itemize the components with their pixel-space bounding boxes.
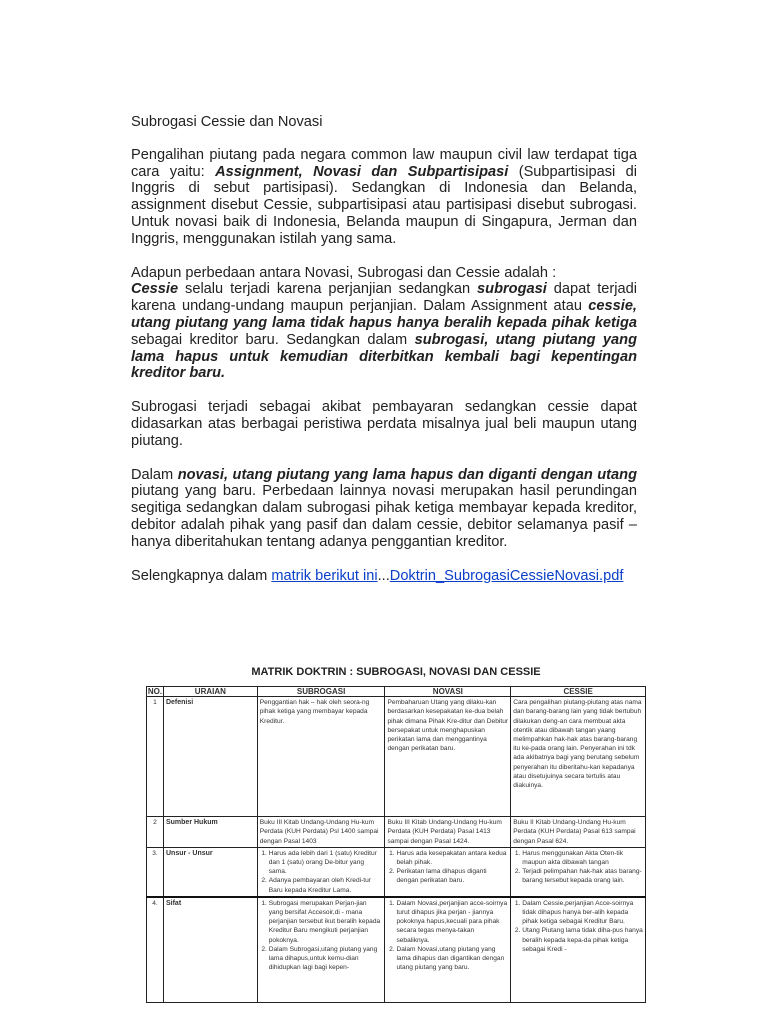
paragraph-5-text: Selengkapnya dalam	[131, 567, 272, 584]
column-header: NO.	[147, 687, 163, 696]
table-cell	[511, 897, 646, 1003]
paragraph-2	[131, 265, 637, 383]
emphasis-text: subrogasi, utang piutang yang lama hapus untuk kemudian diterbitkan kembali bagi kepentingan kreditor baru.	[131, 331, 637, 382]
body-text: Subrogasi terjadi sebagai akibat pembayaran sedangkan cessie dapat didasarkan atas berbagai peristiwa perdata misalnya jual beli maupun utang piutang.	[131, 399, 637, 449]
matrix-table	[146, 686, 646, 1003]
ellipsis: ...	[377, 567, 390, 584]
emphasis-text: Cessie	[131, 281, 179, 298]
body-text: Pengalihan piutang pada negara common law maupun civil law terdapat tiga cara yaitu:	[131, 146, 637, 180]
table-cell	[385, 897, 511, 1003]
list-item: 1. Dalam Cessie,perjanjian Acce-soirnya tidak dihapus hanya ber-alih kepada pihak ketiga sebagai Kreditur Baru.	[522, 899, 643, 927]
list-item: 2. Adanya pembayaran oleh Kredi-tur Baru kepada Kreditur Lama.	[269, 876, 383, 894]
table-cell: Buku III Kitab Undang-Undang Hu-kum Perdata (KUH Perdata) Psl 1400 sampai dengan Pasal 1403	[257, 817, 385, 848]
table-cell	[385, 847, 511, 897]
document-body	[131, 114, 637, 601]
table-cell: Buku II Kitab Undang-Undang Hu-kum Perdata (KUH Perdata) Pasal 613 sampai dengan Pasal 624.	[511, 817, 646, 848]
column-header: URAIAN	[163, 687, 257, 697]
list-item: 1. Harus ada lebih dari 1 (satu) Kreditur dan 1 (satu) orang De-bitur yang sama.	[269, 849, 383, 877]
column-header: CESSIE	[511, 687, 646, 697]
matrix-link[interactable]: matrik berikut ini	[271, 567, 378, 584]
list-item: 1. Harus menggunakan Akta Oten-tik maupun akta dibawah tangan	[522, 849, 643, 867]
matrix-title: MATRIK DOKTRIN : SUBROGASI, NOVASI DAN CESSIE	[251, 666, 541, 678]
paragraph-3	[131, 399, 637, 449]
row-label: Defenisi	[163, 697, 257, 817]
body-text: Dalam	[131, 466, 178, 483]
row-number: 1	[147, 697, 164, 817]
table-row	[147, 697, 646, 817]
row-number: 2	[147, 817, 164, 848]
list-item: 2. Utang Piutang lama tidak diha-pus hanya beralih kepada kepa-da pihak ketiga sebagai Kredi -	[522, 926, 643, 954]
paragraph-2-intro: Adapun perbedaan antara Novasi, Subrogasi dan Cessie adalah :	[131, 264, 557, 281]
table-row	[147, 817, 646, 848]
emphasis-text: novasi, utang piutang yang lama hapus dan diganti dengan utang	[177, 466, 637, 483]
table-row	[147, 897, 646, 1003]
paragraph-4	[131, 467, 637, 551]
table-cell: Cara pengalihan piutang-piutang atas nama dan barang-barang lain yang tidak bertubuh dilakukan deng-an cara membuat akta otentik atau dibawah tangan yaang melimpahkan hak-hak atas barang-barang itu ke-pada orang lain. Penyerahan ini tdk ada akibatnya bagi yang berutang sebelum penyerahan itu diberitahu-kan kepadanya atau disetujuinya secara tertulis atau diakuinya.	[511, 697, 646, 817]
column-header: NOVASI	[385, 687, 511, 697]
list-item: 2. Dalam Novasi,utang piutang yang lama dihapus dan digantikan dengan utang piutang yang baru.	[396, 945, 508, 973]
row-label: Sumber Hukum	[163, 817, 257, 848]
table-cell: Buku III Kitab Undang-Undang Hu-kum Perdata (KUH Perdata) Pasal 1413 sampai dengan Pasal 1424.	[385, 817, 511, 848]
body-text: (Subpartisipasi di Inggris di sebut partisipasi). Sedangkan di Indonesia dan Belanda, assignment disebut Cessie, subpartisipasi atau partisipasi disebut subrogasi. Untuk novasi baik di Indonesia, Belanda maupun di Singapura, Jerman dan Inggris, menggunakan istilah yang sama.	[131, 163, 638, 247]
table-cell: Pembaharuan Utang yang dilaku-kan berdasarkan kesepakatan ke-dua belah pihak dimana Pihak Kre-ditur dan Debitur bersepakat untuk menghapuskan perikatan lama dan menggantinya dengan perikatan baru.	[385, 697, 511, 817]
list-item: 2. Perikatan lama dihapus diganti dengan perikatan baru.	[396, 867, 508, 885]
table-row	[147, 847, 646, 897]
list-item: 2. Dalam Subrogasi,utang piutang yang lama dihapus,untuk kemu-dian dihidupkan lagi bagi kepen-	[269, 945, 383, 973]
table-cell	[511, 847, 646, 897]
emphasis-text: subrogasi	[477, 281, 547, 298]
list-item: 1. Dalam Novasi,perjanjian acce-soirnya turut dihapus jika perjan - jiannya pokoknya hapus,kecuali para pihak secara tegas menya-takan sebaliknya.	[396, 899, 508, 945]
body-text: sebagai kreditor baru. Sedangkan dalam	[131, 331, 415, 348]
table-cell	[257, 847, 385, 897]
emphasis-text: Assignment, Novasi dan Subpartisipasi	[215, 163, 509, 180]
document-title: Subrogasi Cessie dan Novasi	[131, 114, 323, 130]
table-cell: Penggantian hak – hak oleh seora-ng pihak ketiga yang membayar kepada Kreditur.	[257, 697, 385, 817]
body-text: dapat terjadi karena undang-undang maupun perjanjian. Dalam Assignment atau	[131, 281, 637, 315]
row-label: Unsur - Unsur	[163, 847, 257, 897]
row-number: 3.	[147, 847, 164, 897]
table-header-row	[147, 687, 646, 697]
row-label: Sifat	[163, 897, 257, 1003]
row-number: 4.	[147, 897, 164, 1003]
table-cell	[257, 897, 385, 1003]
paragraph-2-body	[131, 281, 637, 382]
pdf-link[interactable]: Doktrin_SubrogasiCessieNovasi.pdf	[389, 567, 624, 584]
paragraph-5	[131, 568, 637, 585]
column-header: SUBROGASI	[257, 687, 385, 697]
emphasis-text: cessie, utang piutang yang lama tidak hapus hanya beralih kepada pihak ketiga	[131, 298, 637, 331]
paragraph-1	[131, 147, 637, 248]
body-text: piutang yang baru. Perbedaan lainnya novasi merupakan hasil perundingan segitiga sedangkan dalam subrogasi pihak ketiga membayar kepada kreditor, debitor adalah pihak yang pasif dan dalam cessie, debitor selamanya pasif – hanya diberitahukan tentang adanya penggantian kreditor.	[131, 483, 637, 550]
list-item: 1. Harus ada kesepakatan antara kedua belah pihak.	[396, 849, 508, 867]
list-item: 2. Terjadi pelimpahan hak-hak atas barang-barang tersebut kepada orang lain.	[522, 867, 643, 885]
list-item: 1. Subrogasi merupakan Perjan-jian yang bersifat Accesoir,di - mana perjanjian tersebut ikut beralih kepada Kreditur Baru mengikuti perjanjian pokoknya.	[269, 899, 383, 945]
body-text: selalu terjadi karena perjanjian sedangkan	[178, 281, 478, 298]
